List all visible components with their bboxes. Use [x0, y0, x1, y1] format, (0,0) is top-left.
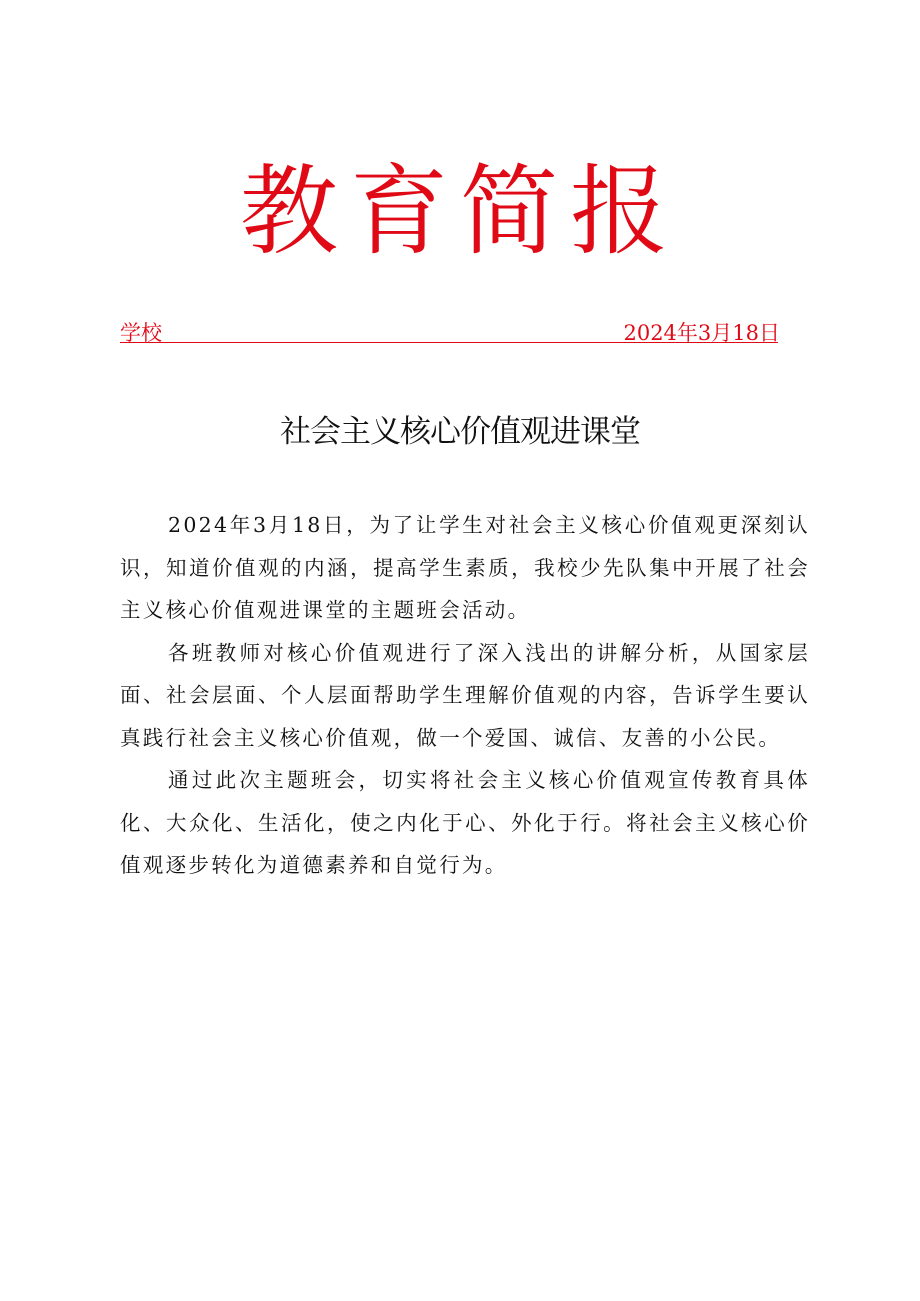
- article-body: [120, 504, 810, 887]
- school-name: 学校: [120, 321, 162, 345]
- article-paragraph: 各班教师对核心价值观进行了深入浅出的讲解分析，从国家层面、社会层面、个人层面帮助学生理解价值观的内容，告诉学生要认真践行社会主义核心价值观，做一个爱国、诚信、友善的小公民。: [120, 640, 810, 750]
- newsletter-masthead-title: 教育简报: [239, 155, 680, 269]
- article-paragraph: 2024年3月18日，为了让学生对社会主义核心价值观更深刻认识，知道价值观的内涵，提高学生素质，我校少先队集中开展了社会主义核心价值观进课堂的主题班会活动。: [120, 513, 810, 622]
- article-title: 社会主义核心价值观进课堂: [280, 414, 640, 450]
- masthead-meta-row: [120, 318, 780, 348]
- article-paragraph: 通过此次主题班会，切实将社会主义核心价值观宣传教育具体化、大众化、生活化，使之内化于心、外化于行。将社会主义核心价值观逐步转化为道德素养和自觉行为。: [120, 768, 810, 877]
- issue-date: 2024年3月18日: [623, 321, 780, 345]
- masthead-divider: [120, 342, 778, 343]
